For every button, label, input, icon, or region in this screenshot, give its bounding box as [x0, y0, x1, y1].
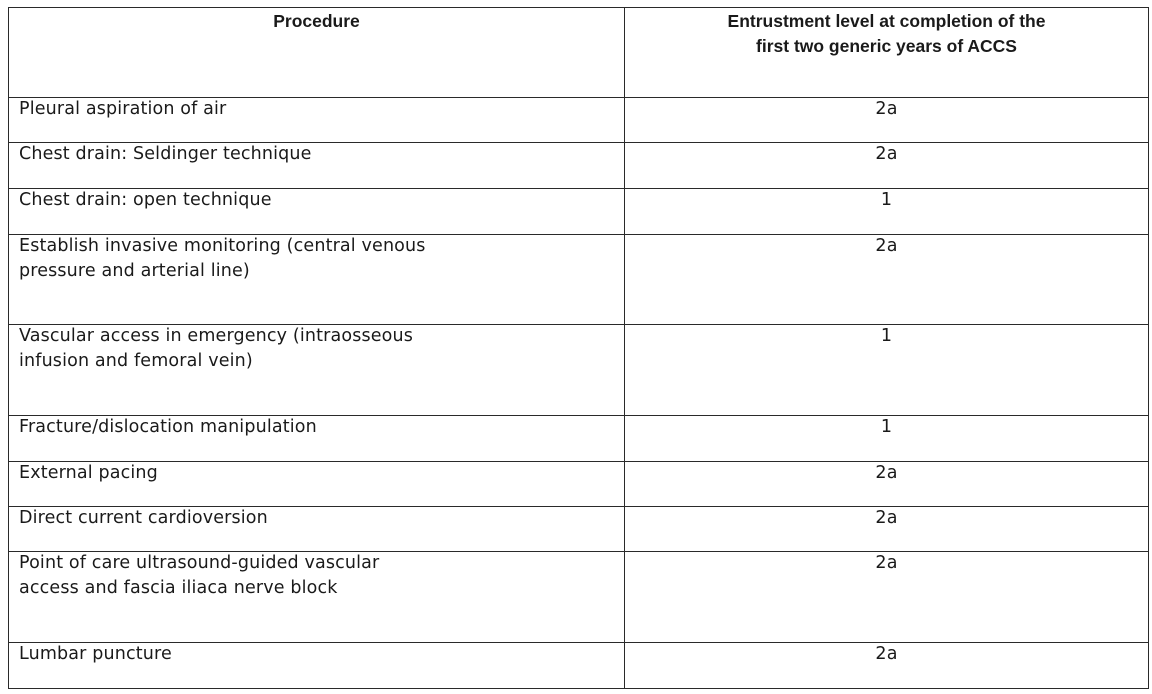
procedure-name: Chest drain: open technique — [19, 190, 272, 210]
procedure-name: Vascular access in emergency (intraosseous infusion and femoral vein) — [19, 326, 414, 371]
entrustment-level: 2a — [875, 99, 898, 119]
level-cell — [625, 189, 1149, 235]
procedure-cell — [9, 98, 625, 143]
table-row — [9, 643, 1149, 689]
procedure-cell — [9, 143, 625, 189]
entrustment-level: 2a — [875, 144, 898, 164]
procedure-name: Pleural aspiration of air — [19, 99, 227, 119]
entrustment-level: 2a — [875, 644, 898, 664]
procedure-cell — [9, 189, 625, 235]
procedure-cell — [9, 507, 625, 552]
column-header-entrustment-level — [625, 8, 1149, 98]
table-row — [9, 325, 1149, 416]
level-cell — [625, 143, 1149, 189]
procedures-table — [8, 7, 1149, 689]
level-cell — [625, 462, 1149, 507]
procedure-name: Chest drain: Seldinger technique — [19, 144, 312, 164]
table-row — [9, 143, 1149, 189]
procedure-name: Point of care ultrasound-guided vascular access and fascia iliaca nerve block — [19, 553, 380, 598]
procedure-name: Lumbar puncture — [19, 644, 172, 664]
table-row — [9, 462, 1149, 507]
table-row — [9, 552, 1149, 643]
level-cell — [625, 98, 1149, 143]
level-cell — [625, 325, 1149, 416]
level-cell — [625, 507, 1149, 552]
level-cell — [625, 552, 1149, 643]
procedure-cell — [9, 235, 625, 325]
procedure-name: Establish invasive monitoring (central venous pressure and arterial line) — [19, 236, 426, 281]
table-row — [9, 189, 1149, 235]
procedure-name: Fracture/dislocation manipulation — [19, 417, 317, 437]
procedure-name: External pacing — [19, 463, 158, 483]
entrustment-level: 2a — [875, 463, 898, 483]
entrustment-level: 2a — [875, 553, 898, 573]
level-cell — [625, 643, 1149, 689]
procedure-cell — [9, 552, 625, 643]
table-row — [9, 235, 1149, 325]
table-row — [9, 416, 1149, 462]
level-cell — [625, 416, 1149, 462]
table-header-row — [9, 8, 1149, 98]
procedure-cell — [9, 643, 625, 689]
level-cell — [625, 235, 1149, 325]
table-row — [9, 98, 1149, 143]
column-header-procedure — [9, 8, 625, 98]
procedure-cell — [9, 325, 625, 416]
procedure-cell — [9, 416, 625, 462]
entrustment-level: 2a — [875, 236, 898, 256]
entrustment-level: 1 — [880, 417, 893, 437]
column-header-procedure-label: Procedure — [273, 11, 360, 31]
entrustment-level: 2a — [875, 508, 898, 528]
column-header-entrustment-level-label: Entrustment level at completion of the first two generic years of ACCS — [727, 11, 1046, 56]
entrustment-level: 1 — [880, 326, 893, 346]
entrustment-level: 1 — [880, 190, 893, 210]
table-row — [9, 507, 1149, 552]
procedure-name: Direct current cardioversion — [19, 508, 268, 528]
procedure-cell — [9, 462, 625, 507]
